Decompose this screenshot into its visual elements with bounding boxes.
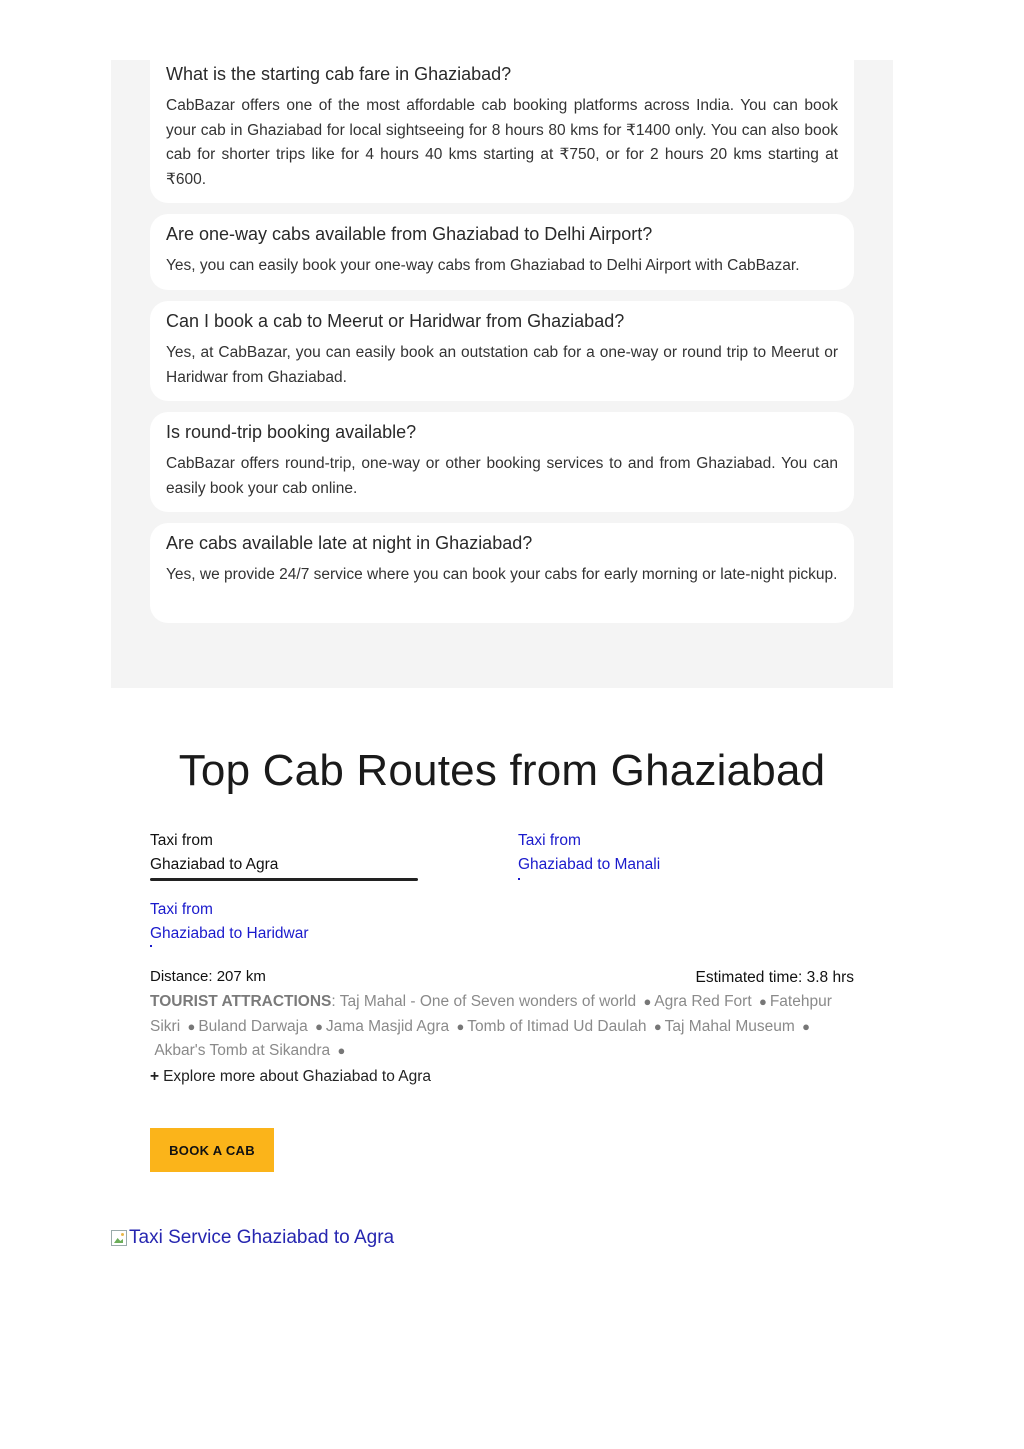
attraction-item: Taj Mahal Museum [664, 1017, 795, 1035]
active-tab-indicator [150, 878, 418, 881]
route-tab-destination: Ghaziabad to Agra [150, 856, 279, 873]
attractions-label: TOURIST ATTRACTIONS [150, 993, 332, 1010]
attraction-item: Tomb of Itimad Ud Daulah [467, 1017, 647, 1035]
route-tab-destination: Ghaziabad to Haridwar [150, 925, 309, 942]
attraction-item: Agra Red Fort [654, 993, 752, 1010]
book-cab-button[interactable]: BOOK A CAB [150, 1128, 274, 1172]
tourist-attractions: TOURIST ATTRACTIONS: Taj Mahal - One of Seven wonders of world ● Agra Red Fort ● Fatehpur Sikri ● Buland Darwaja ● Jama Masjid Agra ● Tomb of Itimad Ud Daulah ● Taj Mahal Museum ● Akbar's Tomb at Sikandra ● [150, 993, 832, 1059]
faq-answer: CabBazar offers one of the most affordable cab booking platforms across India. You can book your cab in Ghaziabad for local sightseeing for 8 hours 80 kms for ₹1400 only. You can also book cab for shorter trips like for 4 hours 40 kms starting at ₹750, or for 2 hours 20 kms starting at ₹600. [166, 97, 838, 188]
bullet-icon: ● [337, 1043, 346, 1058]
attraction-item: Fatehpur Sikri [150, 993, 832, 1035]
attraction-item: Taj Mahal - One of Seven wonders of world [339, 993, 637, 1010]
tab-indicator [518, 878, 520, 880]
tab-indicator [150, 945, 152, 947]
bullet-icon: ● [187, 1018, 196, 1034]
bullet-icon: ● [315, 1018, 323, 1034]
route-tab-agra[interactable] [150, 829, 278, 877]
route-tab-label: Taxi from [518, 832, 581, 849]
route-distance: Distance: 207 km [150, 968, 266, 985]
faq-question[interactable]: Can I book a cab to Meerut or Haridwar from Ghaziabad? [166, 311, 625, 331]
faq-item [150, 412, 854, 512]
bullet-icon: ● [456, 1018, 465, 1034]
route-image[interactable] [111, 1227, 394, 1249]
route-tab-label: Taxi from [150, 901, 213, 918]
explore-text: Explore more about Ghaziabad to Agra [163, 1068, 432, 1085]
explore-more-link[interactable] [150, 1068, 431, 1086]
attraction-item: Jama Masjid Agra [325, 1017, 450, 1035]
route-estimated-time: Estimated time: 3.8 hrs [695, 969, 854, 986]
faq-item [150, 523, 854, 623]
bullet-icon: ● [802, 1018, 810, 1034]
faq-question[interactable]: Are one-way cabs available from Ghaziabad to Delhi Airport? [166, 224, 653, 244]
bullet-icon: ● [758, 994, 767, 1009]
route-tab-manali[interactable] [518, 829, 660, 877]
faq-question[interactable]: Are cabs available late at night in Ghaziabad? [166, 533, 533, 553]
faq-item [150, 301, 854, 401]
route-tab-haridwar[interactable] [150, 898, 309, 946]
routes-title: Top Cab Routes from Ghaziabad [178, 746, 826, 795]
bullet-icon: ● [653, 1018, 662, 1034]
bullet-icon: ● [643, 994, 652, 1009]
faq-answer: Yes, we provide 24/7 service where you can book your cabs for early morning or late-night pickup. [166, 566, 838, 583]
faq-question[interactable]: What is the starting cab fare in Ghaziabad? [166, 64, 512, 84]
faq-answer: Yes, at CabBazar, you can easily book an outstation cab for a one-way or round trip to Meerut or Haridwar from Ghaziabad. [166, 344, 838, 386]
attraction-item: Akbar's Tomb at Sikandra [154, 1042, 331, 1059]
route-tab-label: Taxi from [150, 832, 213, 849]
plus-icon: + [150, 1068, 160, 1085]
faq-item [150, 60, 854, 203]
route-image-alt: Taxi Service Ghaziabad to Agra [129, 1227, 395, 1248]
broken-image-icon [111, 1230, 127, 1246]
faq-question[interactable]: Is round-trip booking available? [166, 422, 417, 442]
faq-answer: Yes, you can easily book your one-way cabs from Ghaziabad to Delhi Airport with CabBazar. [166, 257, 800, 274]
faq-item [150, 214, 854, 290]
faq-answer: CabBazar offers round-trip, one-way or other booking services to and from Ghaziabad. You can easily book your cab online. [166, 455, 838, 497]
attraction-item: Buland Darwaja [198, 1017, 308, 1035]
route-tab-destination: Ghaziabad to Manali [518, 856, 661, 873]
